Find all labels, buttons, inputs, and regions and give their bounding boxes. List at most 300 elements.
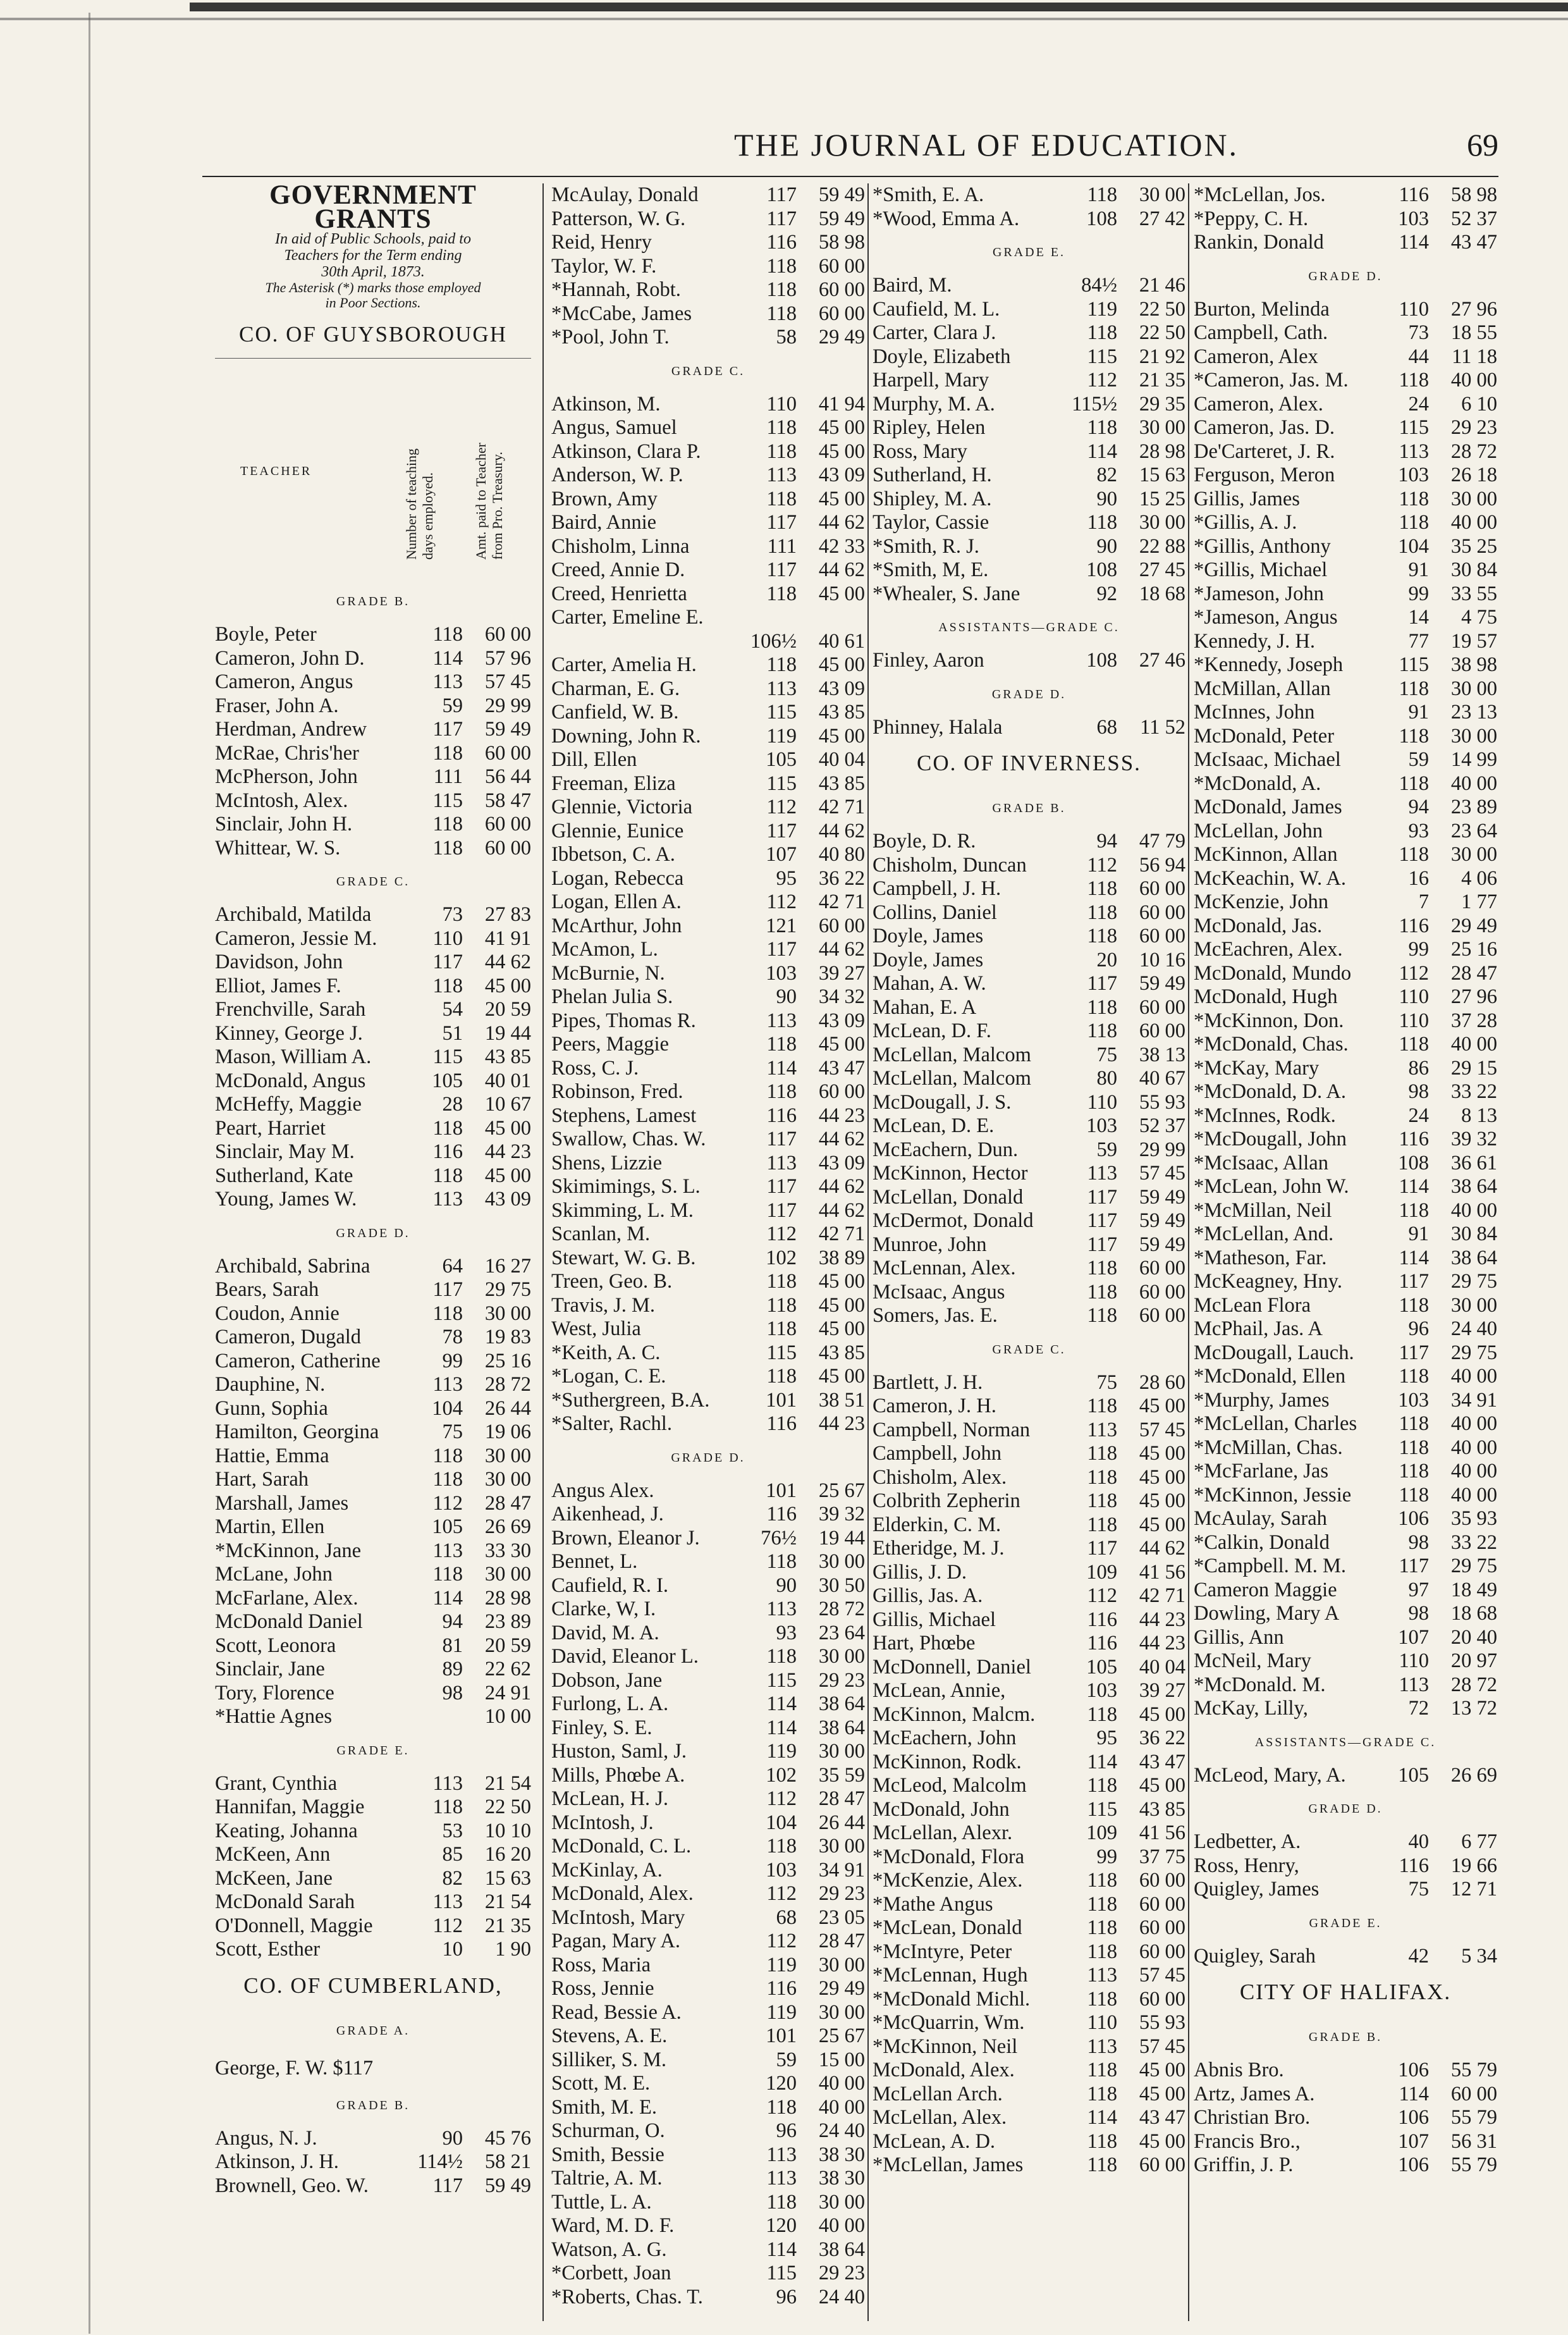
teacher-name: McDonald Sarah <box>215 1890 355 1913</box>
days-employed: 14 <box>1408 606 1429 629</box>
teacher-name: Chisholm, Linna <box>551 534 690 558</box>
days-employed: 118 <box>1087 901 1117 924</box>
teacher-name: McLellan, Malcom <box>873 1043 1031 1066</box>
teacher-row <box>1194 2130 1497 2154</box>
amount-paid: 45 00 <box>818 1365 865 1388</box>
days-employed: 115 <box>1399 653 1429 676</box>
days-employed: 73 <box>442 903 463 926</box>
teacher-name: Bears, Sarah <box>215 1278 319 1301</box>
teacher-name: Frenchville, Sarah <box>215 998 366 1021</box>
days-employed: 117 <box>432 1278 463 1301</box>
amount-paid: 40 80 <box>818 843 865 866</box>
grade-heading: GRADE C. <box>992 1342 1066 1357</box>
amount-paid: 45 00 <box>818 1033 865 1056</box>
amount-paid: 60 00 <box>1139 1020 1185 1042</box>
teacher-row <box>873 1964 1185 1988</box>
days-employed: 73 <box>1408 321 1429 344</box>
amount-paid: 60 00 <box>484 836 531 859</box>
amount-paid: 1 90 <box>495 1938 531 1961</box>
days-employed: 118 <box>1087 1892 1117 1916</box>
teacher-name: McLeod, Malcolm <box>873 1774 1027 1797</box>
amount-paid: 44 23 <box>818 1104 865 1127</box>
days-employed: 103 <box>1086 1114 1117 1137</box>
asterisk-note-1: The Asterisk (*) marks those employed <box>265 280 481 295</box>
amount-paid: 8 13 <box>1461 1104 1497 1127</box>
days-employed: 117 <box>766 938 797 961</box>
amount-paid: 43 47 <box>1450 231 1497 254</box>
days-employed: 118 <box>432 1302 463 1325</box>
teacher-row <box>551 1835 865 1859</box>
teacher-name: McDonald, Hugh <box>1194 985 1338 1008</box>
teacher-name: Peart, Harriet <box>215 1116 326 1140</box>
teacher-name: McLean, A. D. <box>873 2129 996 2153</box>
amount-paid: 40 00 <box>1450 1460 1497 1482</box>
teacher-row <box>873 1656 1185 1680</box>
days-employed: 114 <box>432 1586 463 1610</box>
scan-edge-line <box>0 18 1568 20</box>
teacher-name: *Smith, M, E. <box>873 558 989 581</box>
days-employed: 84½ <box>1081 274 1117 297</box>
days-employed: 118 <box>1399 1198 1429 1222</box>
grade-heading: GRADE B. <box>336 2098 410 2112</box>
days-employed: 105 <box>1086 1655 1117 1679</box>
amount-paid: 44 23 <box>818 1412 865 1435</box>
teacher-name: Archibald, Sabrina <box>215 1254 371 1278</box>
teacher-row <box>215 998 531 1022</box>
teacher-name: David, Eleanor L. <box>551 1645 699 1668</box>
teacher-row <box>1194 1389 1497 1413</box>
teacher-row <box>873 1537 1185 1561</box>
teacher-name: *Roberts, Chas. T. <box>551 2285 703 2308</box>
teacher-row <box>551 1479 865 1503</box>
days-employed: 114 <box>1087 440 1117 463</box>
amount-paid: 44 62 <box>818 558 865 581</box>
amount-paid: 33 55 <box>1450 582 1497 605</box>
teacher-row <box>873 1821 1185 1845</box>
amount-paid: 43 85 <box>1139 1797 1185 1821</box>
amount-paid: 16 27 <box>484 1254 531 1278</box>
amount-paid: 47 79 <box>1139 830 1185 853</box>
teacher-name: Charman, E. G. <box>551 677 680 700</box>
teacher-name: McLellan, Donald <box>873 1185 1024 1209</box>
days-employed: 118 <box>432 1116 463 1140</box>
teacher-row <box>873 535 1185 559</box>
teacher-name: Tuttle, L. A. <box>551 2190 652 2214</box>
days-employed: 118 <box>1087 2153 1117 2176</box>
teacher-row <box>551 255 865 279</box>
teacher-row <box>1194 535 1497 559</box>
teacher-row <box>551 1811 865 1835</box>
amount-paid: 15 63 <box>484 1866 531 1890</box>
teacher-name: Anderson, W. P. <box>551 464 683 486</box>
teacher-row <box>551 1294 865 1318</box>
amount-paid: 30 00 <box>1450 724 1497 748</box>
amount-paid: 60 00 <box>818 302 865 325</box>
days-employed: 107 <box>1398 1625 1429 1649</box>
teacher-name: McKay, Lilly, <box>1194 1697 1308 1720</box>
amount-paid: 10 10 <box>484 1819 531 1842</box>
teacher-name: *McKinnon, Don. <box>1194 1009 1344 1032</box>
days-employed: 118 <box>432 741 463 765</box>
amount-paid: 44 23 <box>1139 1632 1185 1654</box>
teacher-row <box>551 1128 865 1152</box>
days-employed: 112 <box>432 1914 463 1937</box>
teacher-row <box>1194 1175 1497 1199</box>
teacher-name: Murphy, M. A. <box>873 392 995 416</box>
teacher-row <box>873 1020 1185 1044</box>
teacher-row <box>1194 1697 1497 1721</box>
amount-paid: 5 34 <box>1461 1944 1497 1968</box>
amount-paid: 59 49 <box>1139 1233 1185 1256</box>
teacher-name: *McKay, Mary <box>1194 1056 1320 1080</box>
days-employed: 118 <box>432 1563 463 1586</box>
days-employed: 113 <box>1087 1964 1117 1987</box>
teacher-name: Schurman, O. <box>551 2119 665 2142</box>
amount-paid: 21 54 <box>484 1771 531 1795</box>
teacher-row <box>873 2130 1185 2154</box>
days-employed: 40 <box>1408 1830 1429 1853</box>
teacher-row <box>551 582 865 607</box>
amount-paid: 40 00 <box>1450 369 1497 391</box>
teacher-row <box>873 1044 1185 1068</box>
teacher-row <box>215 951 531 975</box>
teacher-name: Cameron, John D. <box>215 646 365 670</box>
amount-paid: 30 00 <box>1450 1293 1497 1317</box>
teacher-name: Sutherland, H. <box>873 464 992 486</box>
teacher-row <box>551 843 865 867</box>
amount-paid: 30 00 <box>1139 183 1185 206</box>
amount-paid: 30 00 <box>818 1645 865 1668</box>
teacher-row <box>873 1869 1185 1893</box>
days-employed: 119 <box>766 724 797 748</box>
amount-paid: 23 64 <box>1450 819 1497 842</box>
days-employed: 118 <box>1399 1293 1429 1317</box>
amount-paid: 45 00 <box>1139 1465 1185 1489</box>
days-employed: 112 <box>1399 961 1429 985</box>
teacher-row <box>551 890 865 915</box>
teacher-row <box>1194 1057 1497 1081</box>
teacher-row <box>551 326 865 350</box>
teacher-row <box>551 1080 865 1104</box>
amount-paid: 52 37 <box>1450 207 1497 230</box>
teacher-name: *Corbett, Joan <box>551 2262 671 2284</box>
amount-paid: 36 22 <box>1139 1727 1185 1749</box>
teacher-row <box>551 302 865 326</box>
amount-paid: 44 62 <box>818 1128 865 1150</box>
amount-paid: 59 49 <box>1139 1209 1185 1232</box>
teacher-name: *McMillan, Neil <box>1194 1198 1332 1222</box>
amount-paid: 29 35 <box>1139 392 1185 416</box>
days-employed: 116 <box>1399 183 1429 206</box>
days-employed: 113 <box>766 2143 797 2166</box>
days-employed: 101 <box>766 2024 797 2047</box>
days-employed: 118 <box>766 1317 797 1340</box>
days-employed: 115 <box>1087 1797 1117 1821</box>
days-employed: 121 <box>766 914 797 937</box>
amount-paid: 27 45 <box>1139 558 1185 581</box>
teacher-name: *Suthergreen, B.A. <box>551 1388 710 1412</box>
teacher-name: McLellan, Alex. <box>873 2106 1007 2129</box>
amount-paid: 45 00 <box>818 1293 865 1317</box>
days-employed: 113 <box>432 1188 463 1211</box>
days-employed: 118 <box>432 623 463 646</box>
amount-paid: 29 23 <box>818 2262 865 2284</box>
amount-paid: 45 76 <box>484 2126 531 2150</box>
teacher-row <box>215 1420 531 1445</box>
teacher-name: Davidson, John <box>215 951 343 973</box>
teacher-name: Atkinson, Clara P. <box>551 440 701 463</box>
grade-heading: GRADE D. <box>1308 1802 1383 1816</box>
amount-paid: 57 45 <box>1139 2035 1185 2058</box>
teacher-name: McDonald, Mundo <box>1194 961 1352 985</box>
teacher-column-header: TEACHER <box>240 464 312 478</box>
days-employed: 115 <box>1087 345 1117 368</box>
teacher-name: Artz, James A. <box>1194 2082 1315 2105</box>
amount-paid: 45 00 <box>1139 1489 1185 1512</box>
days-employed: 114 <box>1399 1175 1429 1198</box>
teacher-name: Ferguson, Meron <box>1194 464 1335 486</box>
teacher-name: Downing, John R. <box>551 724 701 748</box>
days-employed: 114 <box>766 1716 797 1739</box>
header-rule <box>202 176 1498 177</box>
days-employed: 78 <box>442 1326 463 1348</box>
teacher-row <box>1194 1247 1497 1271</box>
teacher-row <box>1194 345 1497 369</box>
teacher-row <box>873 949 1185 973</box>
days-employed: 95 <box>1096 1727 1117 1749</box>
amount-paid: 18 49 <box>1450 1578 1497 1601</box>
days-employed: 118 <box>1399 772 1429 795</box>
amount-paid: 29 75 <box>1450 1555 1497 1577</box>
teacher-name: McDonald, James <box>1194 796 1342 818</box>
amount-paid: 60 00 <box>1139 1940 1185 1963</box>
teacher-name: *Mathe Angus <box>873 1892 993 1916</box>
days-employed: 59 <box>1408 748 1429 771</box>
teacher-name: Scott, M. E. <box>551 2072 651 2095</box>
amount-paid: 30 00 <box>818 1740 865 1763</box>
amount-paid: 60 00 <box>1139 1257 1185 1279</box>
days-employed: 99 <box>1408 582 1429 605</box>
teacher-name: *McDougall, John <box>1194 1128 1347 1150</box>
teacher-name: Angus, Samuel <box>551 416 677 439</box>
amount-paid: 35 59 <box>818 1763 865 1787</box>
teacher-name: McKeagney, Hny. <box>1194 1270 1342 1293</box>
teacher-row <box>215 1468 531 1492</box>
days-employed: 97 <box>1408 1578 1429 1601</box>
grade-heading: GRADE D. <box>336 1226 410 1240</box>
amount-paid: 15 63 <box>1139 464 1185 486</box>
teacher-name: Sinclair, Jane <box>215 1658 325 1680</box>
amount-paid: 60 00 <box>818 914 865 937</box>
teacher-name: McRae, Chris'her <box>215 741 359 765</box>
days-employed: 104 <box>1398 534 1429 558</box>
days-employed: 120 <box>766 2072 797 2095</box>
days-employed: 118 <box>766 1080 797 1103</box>
teacher-name: Griffin, J. P. <box>1194 2153 1294 2176</box>
teacher-name: Cameron Maggie <box>1194 1578 1337 1601</box>
days-employed: 113 <box>766 464 797 486</box>
amount-paid: 45 00 <box>818 440 865 463</box>
teacher-name: McAulay, Sarah <box>1194 1507 1327 1530</box>
days-employed: 118 <box>432 1444 463 1467</box>
teacher-name: *McLean, John W. <box>1194 1175 1349 1198</box>
amount-paid: 40 00 <box>818 2214 865 2237</box>
teacher-row <box>215 1278 531 1302</box>
days-employed: 118 <box>1399 843 1429 866</box>
days-employed: 59 <box>442 694 463 717</box>
amount-paid: 38 64 <box>1450 1246 1497 1269</box>
amount-column-header: Amt. paid to Teacher from Pro. Treasury. <box>473 443 505 560</box>
teacher-row <box>551 1104 865 1128</box>
teacher-row <box>1194 511 1497 535</box>
teacher-row <box>873 830 1185 854</box>
amount-paid: 27 42 <box>1139 207 1185 230</box>
days-employed: 117 <box>1399 1270 1429 1293</box>
days-employed: 117 <box>1087 1209 1117 1232</box>
teacher-row <box>873 464 1185 488</box>
teacher-name: Campbell, John <box>873 1442 1002 1465</box>
teacher-name: McKinnon, Hector <box>873 1162 1028 1185</box>
amount-paid: 60 00 <box>1139 995 1185 1019</box>
days-employed: 72 <box>1408 1697 1429 1720</box>
teacher-row <box>1194 1579 1497 1603</box>
teacher-name: McDonald, Alex. <box>873 2059 1015 2081</box>
amount-paid: 43 47 <box>1139 1750 1185 1773</box>
teacher-row <box>873 1186 1185 1210</box>
days-employed: 118 <box>1399 369 1429 391</box>
teacher-name: Finley, Aaron <box>873 649 984 672</box>
teacher-row <box>1194 2083 1497 2107</box>
days-employed: 117 <box>766 1175 797 1198</box>
days-employed: 68 <box>776 1906 797 1929</box>
days-employed: 107 <box>1398 2129 1429 2153</box>
days-employed: 118 <box>1087 1489 1117 1512</box>
amount-paid: 56 31 <box>1450 2129 1497 2153</box>
teacher-name: McKeachin, W. A. <box>1194 866 1347 890</box>
days-employed: 112 <box>1087 853 1117 877</box>
amount-paid: 45 00 <box>484 1164 531 1187</box>
teacher-row <box>551 2238 865 2262</box>
amount-paid: 59 49 <box>1139 1185 1185 1209</box>
teacher-name: Gillis, Jas. A. <box>873 1584 983 1607</box>
days-employed: 118 <box>1087 995 1117 1019</box>
days-employed: 75 <box>1096 1043 1117 1066</box>
teacher-name: *McKinnon, Jane <box>215 1539 362 1562</box>
teacher-row <box>551 606 865 630</box>
teacher-row <box>1194 1365 1497 1389</box>
teacher-row <box>551 1764 865 1788</box>
days-employed: 119 <box>766 1953 797 1976</box>
teacher-row <box>551 962 865 986</box>
amount-paid: 56 94 <box>1139 853 1185 877</box>
teacher-name: Ross, Maria <box>551 1953 651 1976</box>
teacher-row <box>873 1281 1185 1305</box>
teacher-name: McArthur, John <box>551 914 682 937</box>
county-heading: CO. OF CUMBERLAND, <box>243 1973 503 1998</box>
teacher-name: McKinnon, Allan <box>1194 843 1338 866</box>
amount-paid: 41 56 <box>1139 1821 1185 1844</box>
days-employed: 118 <box>1087 1869 1117 1892</box>
days-employed: 54 <box>442 998 463 1021</box>
amount-paid: 11 52 <box>1140 715 1185 739</box>
days-employed: 92 <box>1096 582 1117 605</box>
teacher-name: *Whealer, S. Jane <box>873 582 1020 605</box>
teacher-row <box>215 1188 531 1212</box>
days-employed: 106 <box>1398 2153 1429 2176</box>
teacher-row <box>873 1257 1185 1281</box>
teacher-name: Skimming, L. M. <box>551 1198 694 1222</box>
teacher-name: Cameron, J. H. <box>873 1395 996 1417</box>
amount-paid: 21 35 <box>484 1914 531 1937</box>
amount-paid: 38 64 <box>818 2238 865 2261</box>
teacher-name: Cameron, Jas. D. <box>1194 416 1335 439</box>
amount-paid: 42 71 <box>818 890 865 913</box>
teacher-row <box>215 1634 531 1658</box>
teacher-row <box>1194 1341 1497 1365</box>
teacher-row <box>873 1138 1185 1162</box>
teacher-name: Doyle, Elizabeth <box>873 345 1011 368</box>
amount-paid: 38 30 <box>818 2167 865 2190</box>
days-employed: 118 <box>766 1550 797 1573</box>
running-head: THE JOURNAL OF EDUCATION. <box>733 127 1239 163</box>
teacher-row <box>1194 1199 1497 1223</box>
teacher-row <box>215 623 531 647</box>
days-employed: 113 <box>766 1009 797 1032</box>
days-employed: 64 <box>442 1254 463 1278</box>
teacher-row <box>215 1397 531 1421</box>
amount-paid: 28 98 <box>1139 440 1185 463</box>
amount-paid: 28 47 <box>818 1787 865 1810</box>
teacher-name: *Matheson, Far. <box>1194 1246 1327 1269</box>
teacher-name: Campbell, Norman <box>873 1418 1031 1441</box>
amount-paid: 26 69 <box>484 1515 531 1538</box>
amount-paid: 34 91 <box>1450 1388 1497 1412</box>
teacher-name: Boyle, Peter <box>215 623 317 646</box>
teacher-name: *McKinnon, Neil <box>873 2035 1018 2058</box>
days-employed: 118 <box>766 278 797 301</box>
amount-paid: 33 30 <box>484 1539 531 1562</box>
days-employed: 118 <box>1087 416 1117 439</box>
amount-paid: 42 71 <box>818 796 865 818</box>
days-employed: 118 <box>1087 321 1117 344</box>
teacher-name: McIsaac, Michael <box>1194 748 1341 771</box>
days-employed: 118 <box>432 1796 463 1818</box>
teacher-row <box>873 1988 1185 2012</box>
amount-paid: 40 00 <box>818 2072 865 2095</box>
teacher-row <box>873 582 1185 607</box>
teacher-row <box>1194 1294 1497 1318</box>
teacher-name: Shipley, M. A. <box>873 487 992 510</box>
teacher-name: David, M. A. <box>551 1621 659 1644</box>
teacher-name: Burton, Melinda <box>1194 297 1330 321</box>
days-employed: 112 <box>766 1223 797 1245</box>
teacher-row <box>873 996 1185 1020</box>
teacher-row <box>1194 1009 1497 1033</box>
amount-paid: 55 79 <box>1450 2106 1497 2129</box>
column-rule <box>867 183 869 2321</box>
days-employed: 118 <box>1087 1395 1117 1417</box>
grade-heading: GRADE B. <box>1308 2030 1383 2044</box>
teacher-row <box>551 1954 865 1978</box>
teacher-name: Munroe, John <box>873 1233 987 1256</box>
days-employed: 118 <box>766 1365 797 1388</box>
teacher-row <box>551 1365 865 1389</box>
amount-paid: 44 23 <box>484 1140 531 1163</box>
teacher-name: *McLennan, Hugh <box>873 1964 1028 1987</box>
days-employed: 111 <box>767 534 797 558</box>
teacher-name: *McIntyre, Peter <box>873 1940 1012 1963</box>
days-employed: 114 <box>766 2238 797 2261</box>
